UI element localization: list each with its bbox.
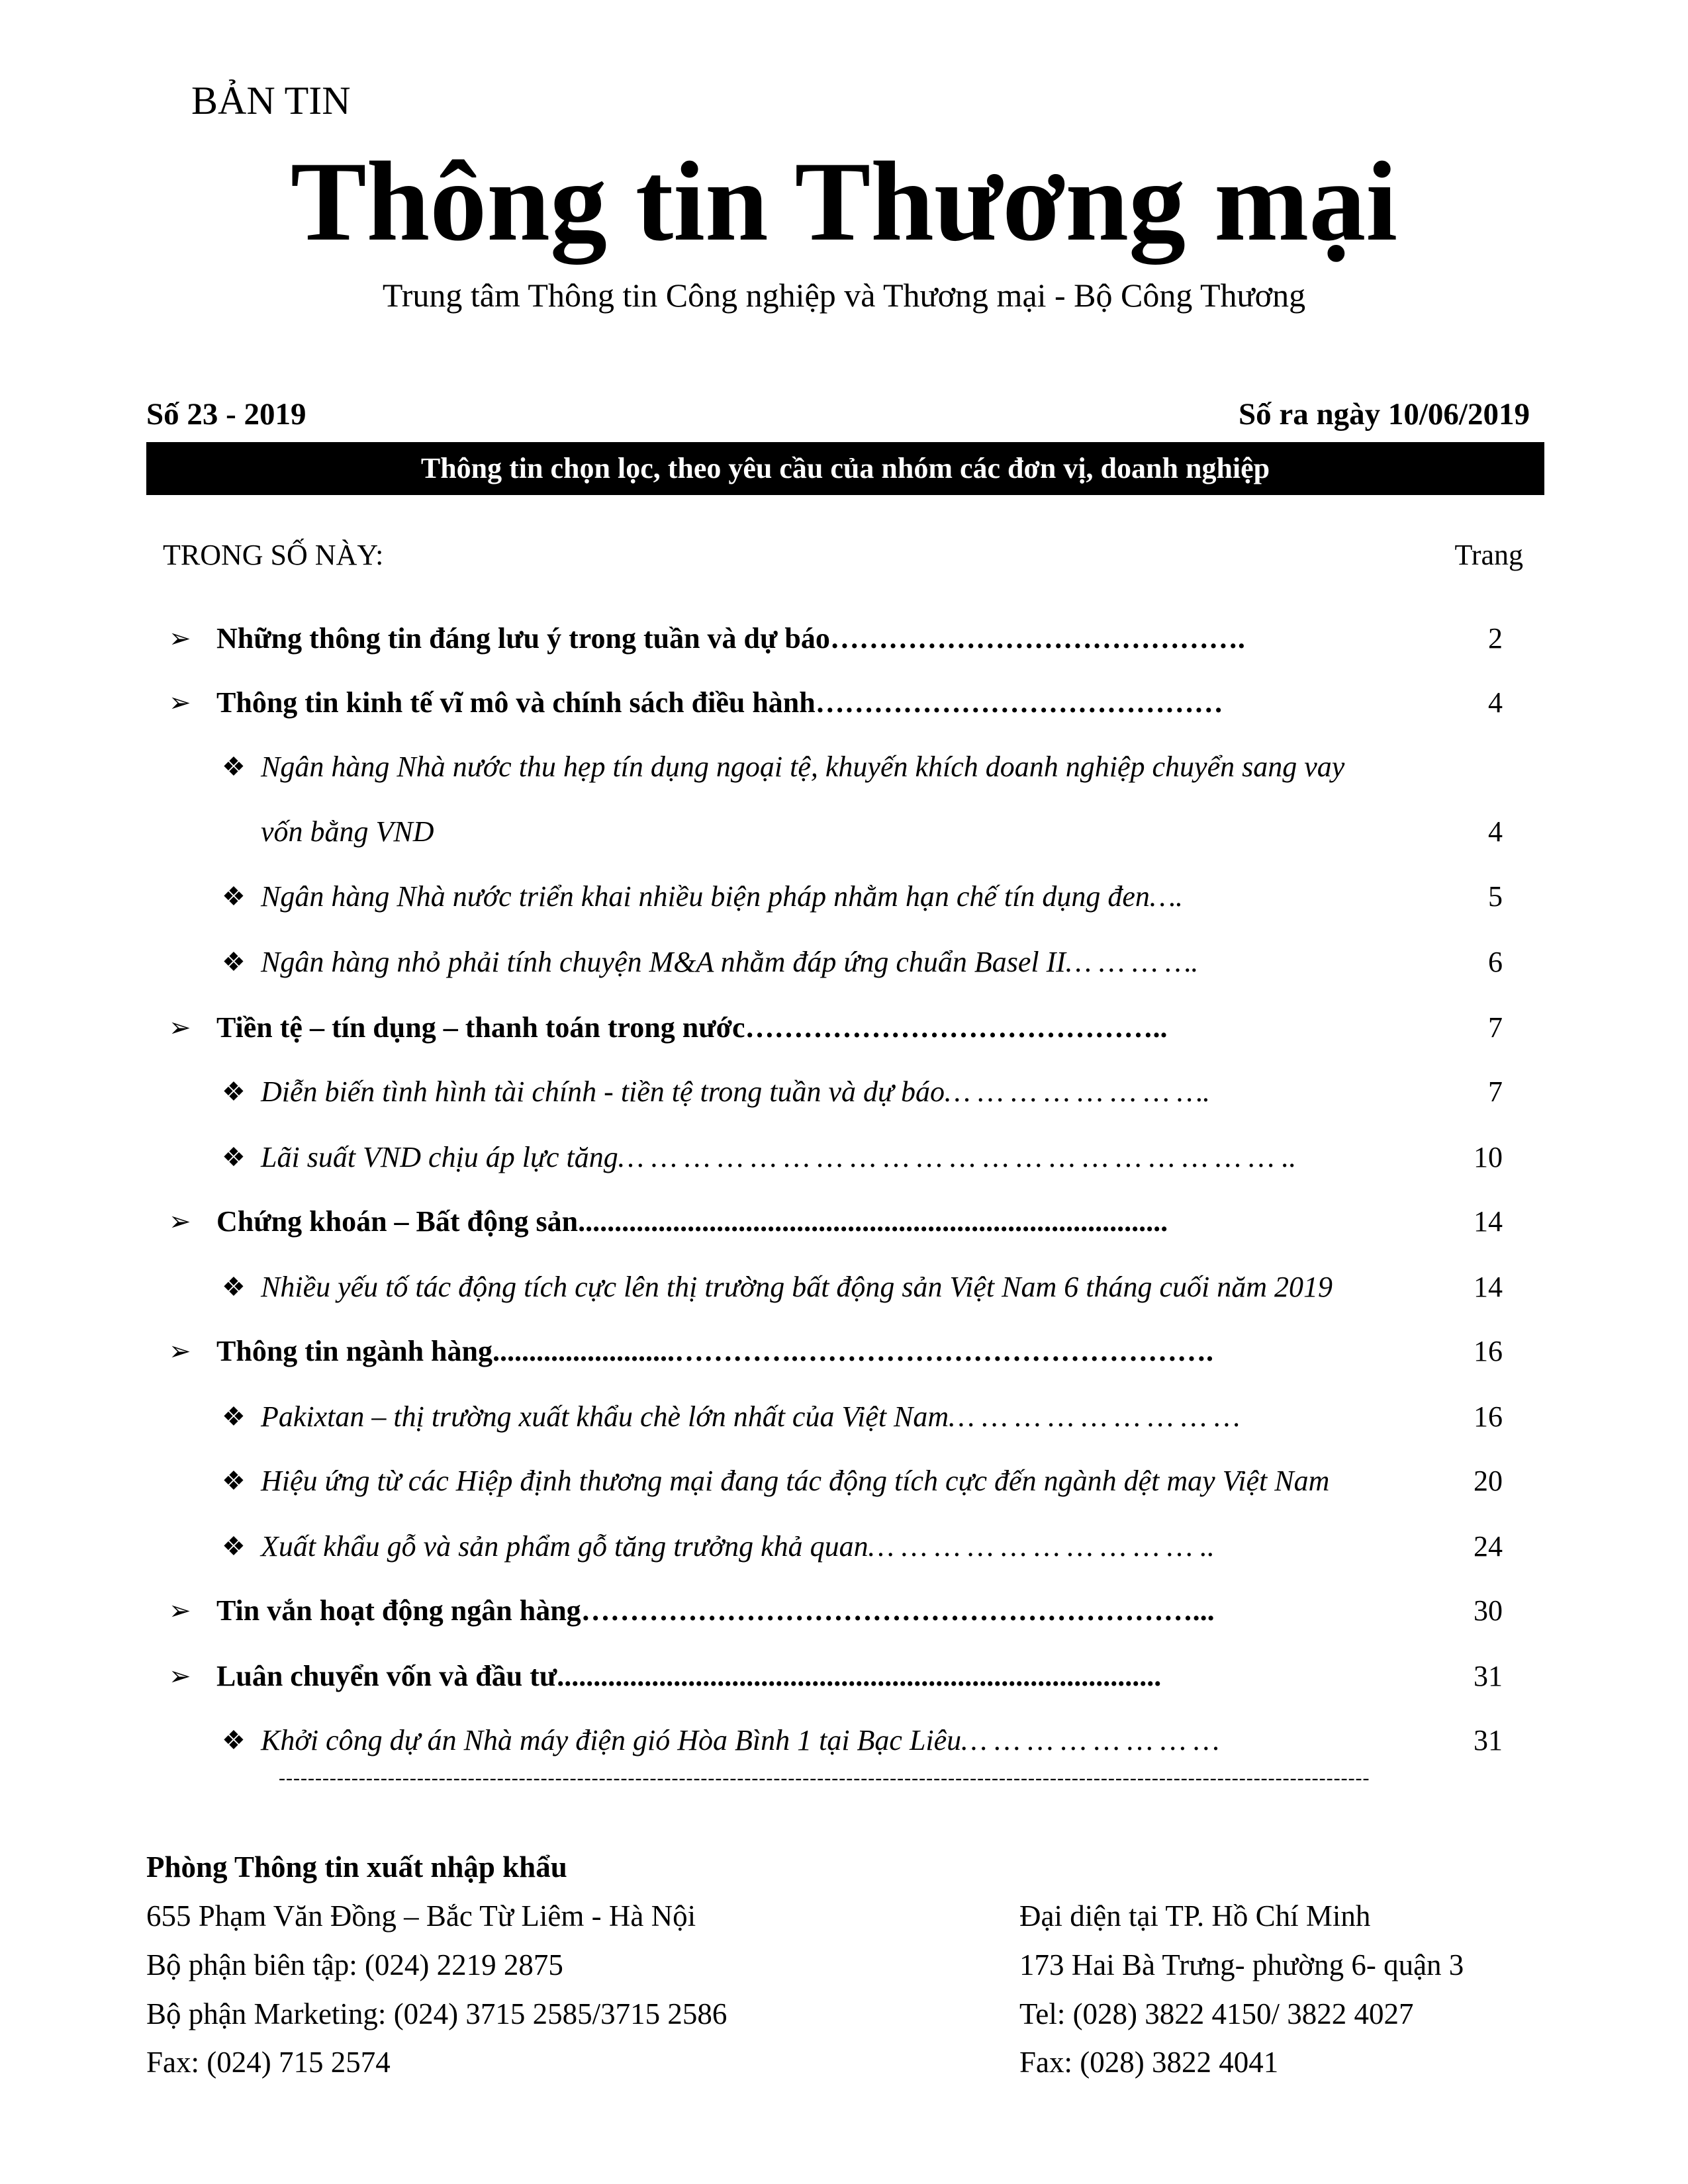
toc-item-page: 16 [1474,1335,1503,1367]
toc-item-title: Ngân hàng nhỏ phải tính chuyện M&A nhằm đáp ứng chuẩn Basel II… … … …. [261,946,1199,978]
arrowhead-bullet-icon: ➢ [169,623,191,653]
toc-page-label: Trang [1454,539,1523,571]
footer-left-line: Bộ phận biên tập: (024) 2219 2875 [146,1948,563,1981]
toc-item[interactable] [0,1721,1688,1760]
footer-right-line: Đại diện tại TP. Hồ Chí Minh [1019,1899,1371,1933]
issue-number: Số 23 - 2019 [146,397,306,432]
toc-item-page: 30 [1474,1594,1503,1627]
toc-item[interactable] [0,619,1688,659]
toc-item-page: 7 [1488,1075,1503,1108]
toc-item-page: 5 [1488,880,1503,913]
arrowhead-bullet-icon: ➢ [169,1206,191,1236]
diamond-bullet-icon: ❖ [222,1077,246,1107]
toc-item-title: Luân chuyển vốn và đầu tư................................................................................... [216,1660,1162,1692]
toc-item[interactable] [0,1657,1688,1696]
diamond-bullet-icon: ❖ [222,1402,246,1432]
toc-item-page: 16 [1474,1400,1503,1433]
toc-item-title: Pakixtan – thị trường xuất khẩu chè lớn nhất của Việt Nam… … … … … … … … … [261,1400,1241,1433]
diamond-bullet-icon: ❖ [222,1142,246,1172]
page-title: Thông tin Thương mại [290,139,1398,265]
kicker: BẢN TIN [191,79,351,122]
toc-item-title: Ngân hàng Nhà nước thu hẹp tín dụng ngoại tệ, khuyến khích doanh nghiệp chuyển sang vay [261,751,1345,783]
toc-item-page: 31 [1474,1724,1503,1756]
footer-left-line: Bộ phận Marketing: (024) 3715 2585/3715 2586 [146,1997,727,2030]
toc-item[interactable] [0,1397,1688,1437]
toc-item-page: 4 [1488,815,1503,848]
toc-item[interactable] [0,683,1688,723]
diamond-bullet-icon: ❖ [222,752,246,782]
toc-item-page: 4 [1488,686,1503,719]
toc-item[interactable] [0,1138,1688,1177]
toc-item[interactable] [0,1332,1688,1371]
toc-item-title: Thông tin kinh tế vĩ mô và chính sách điều hành…………………………………… [216,686,1223,719]
toc-item-title: Những thông tin đáng lưu ý trong tuần và dự báo……………………………………. [216,622,1245,655]
toc-item-title: Thông tin ngành hàng.........................………….……………………………………. [216,1335,1213,1367]
toc-item[interactable] [0,812,1688,852]
toc-heading: TRONG SỐ NÀY: [163,539,384,571]
toc-item[interactable] [0,1267,1688,1307]
diamond-bullet-icon: ❖ [222,1272,246,1302]
toc-item-title: Tin vắn hoạt động ngân hàng………………………………………………………... [216,1594,1215,1627]
toc-item[interactable] [0,942,1688,982]
toc-item-title: Khởi công dự án Nhà máy điện gió Hòa Bình 1 tại Bạc Liêu… … … … … … … … [261,1724,1220,1756]
toc-item-page: 20 [1474,1465,1503,1497]
toc-item[interactable] [0,1591,1688,1631]
subtitle: Trung tâm Thông tin Công nghiệp và Thương mại - Bộ Công Thương [382,277,1306,314]
toc-item[interactable] [0,1461,1688,1501]
arrowhead-bullet-icon: ➢ [169,688,191,717]
toc-item-title: vốn bằng VND [261,815,434,848]
issue-date: Số ra ngày 10/06/2019 [1238,397,1530,432]
toc-item[interactable] [0,877,1688,917]
footer-left-line: Fax: (024) 715 2574 [146,2046,391,2079]
department: Phòng Thông tin xuất nhập khẩu [146,1850,567,1884]
arrowhead-bullet-icon: ➢ [169,1661,191,1691]
toc-item-title: Diễn biến tình hình tài chính - tiền tệ trong tuần và dự báo… … … … … … … …. [261,1075,1210,1108]
toc-item-title: Ngân hàng Nhà nước triển khai nhiều biện pháp nhằm hạn chế tín dụng đen…. [261,880,1184,913]
toc-item-title: Chứng khoán – Bất động sản................................................................................. [216,1205,1168,1238]
footer-right-line: Fax: (028) 3822 4041 [1019,2046,1279,2079]
diamond-bullet-icon: ❖ [222,882,246,911]
diamond-bullet-icon: ❖ [222,1531,246,1561]
toc-item[interactable] [0,1527,1688,1567]
divider: ------------------------------------------------------------------------------------------------------------------------------------------------------ [279,1767,1370,1789]
diamond-bullet-icon: ❖ [222,1466,246,1496]
toc-item-title: Tiền tệ – tín dụng – thanh toán trong nước…………………………………….. [216,1011,1168,1044]
toc-item-page: 2 [1488,622,1503,655]
banner: Thông tin chọn lọc, theo yêu cầu của nhóm các đơn vị, doanh nghiệp [146,442,1544,495]
arrowhead-bullet-icon: ➢ [169,1596,191,1625]
toc-item-title: Xuất khẩu gỗ và sản phẩm gỗ tăng trưởng khả quan… … … … … … … … … … .. [261,1530,1215,1563]
toc-item-page: 7 [1488,1011,1503,1044]
toc-item-page: 14 [1474,1271,1503,1303]
toc-item-page: 10 [1474,1141,1503,1173]
diamond-bullet-icon: ❖ [222,947,246,977]
footer-right-line: 173 Hai Bà Trưng- phường 6- quận 3 [1019,1948,1464,1981]
arrowhead-bullet-icon: ➢ [169,1336,191,1366]
toc-item[interactable] [0,747,1688,787]
footer-right-line: Tel: (028) 3822 4150/ 3822 4027 [1019,1997,1414,2030]
diamond-bullet-icon: ❖ [222,1725,246,1755]
toc-item-page: 6 [1488,946,1503,978]
toc-item-title: Nhiều yếu tố tác động tích cực lên thị trường bất động sản Việt Nam 6 tháng cuối năm 2019 [261,1271,1333,1303]
toc-item[interactable] [0,1202,1688,1242]
toc-item-page: 24 [1474,1530,1503,1563]
toc-item-page: 14 [1474,1205,1503,1238]
toc-item[interactable] [0,1008,1688,1048]
toc-item-page: 31 [1474,1660,1503,1692]
toc-item-title: Hiệu ứng từ các Hiệp định thương mại đang tác động tích cực đến ngành dệt may Việt Nam [261,1465,1330,1497]
toc-item-title: Lãi suất VND chịu áp lực tăng… … … … … … … … … … … … … … … … … … … … .. [261,1141,1297,1173]
toc-item[interactable] [0,1072,1688,1112]
footer-left-line: 655 Phạm Văn Đồng – Bắc Từ Liêm - Hà Nội [146,1899,696,1933]
arrowhead-bullet-icon: ➢ [169,1013,191,1042]
